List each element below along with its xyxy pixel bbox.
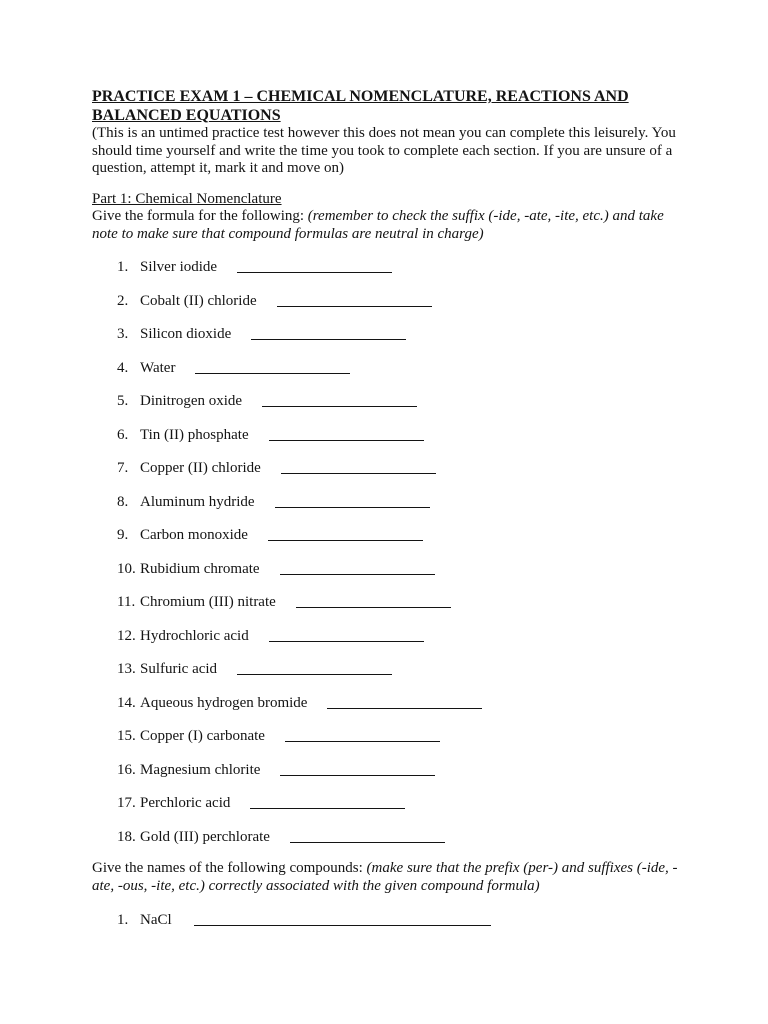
naming-instruction-note: (make sure that the prefix (per-) and suffixes (-ide, -ate, -ous, -ite, etc.) correctly associated with the given compound formula) bbox=[92, 860, 678, 894]
question-row bbox=[92, 910, 692, 930]
question-row bbox=[92, 525, 692, 545]
question-row bbox=[92, 257, 692, 277]
question-row bbox=[92, 425, 692, 445]
question-row bbox=[92, 358, 692, 378]
question-number: 12. bbox=[117, 627, 136, 644]
answer-blank bbox=[268, 527, 423, 541]
question-number: 7. bbox=[117, 460, 129, 476]
question-row bbox=[92, 726, 692, 746]
question-label: Silicon dioxide bbox=[140, 326, 232, 342]
part1-instruction-text: Give the formula for the following: bbox=[92, 208, 308, 224]
question-row bbox=[92, 626, 692, 646]
question-row bbox=[92, 659, 692, 679]
answer-blank bbox=[280, 762, 435, 776]
naming-instruction bbox=[92, 860, 692, 895]
answer-blank bbox=[237, 259, 392, 273]
question-label: Silver iodide bbox=[140, 259, 218, 275]
question-row bbox=[92, 760, 692, 780]
answer-blank bbox=[262, 393, 417, 407]
question-row bbox=[92, 291, 692, 311]
question-row bbox=[92, 492, 692, 512]
answer-blank bbox=[275, 494, 430, 508]
question-row bbox=[92, 559, 692, 579]
question-row bbox=[92, 391, 692, 411]
answer-blank bbox=[251, 326, 406, 340]
question-label: Perchloric acid bbox=[140, 795, 231, 811]
question-number: 5. bbox=[117, 393, 129, 409]
question-row bbox=[92, 324, 692, 344]
question-number: 11. bbox=[117, 594, 136, 610]
question-label: Chromium (III) nitrate bbox=[140, 594, 276, 610]
naming-instruction-text: Give the names of the following compounds: bbox=[92, 860, 367, 876]
question-label: Magnesium chlorite bbox=[140, 761, 261, 778]
intro-note: (This is an untimed practice test however this does not mean you can complete this leisurely. You should time yourself and write the time you took to complete each section. If you are unsure of a question, attempt it, mark it and move on) bbox=[92, 125, 676, 176]
question-label: Carbon monoxide bbox=[140, 527, 248, 543]
document-content bbox=[92, 88, 692, 930]
question-number: 6. bbox=[117, 426, 129, 443]
question-number: 3. bbox=[117, 326, 129, 342]
part1-instruction bbox=[92, 208, 692, 243]
question-number: 16. bbox=[117, 761, 136, 778]
question-label: Water bbox=[140, 359, 176, 376]
answer-blank bbox=[237, 661, 392, 675]
answer-blank bbox=[194, 912, 491, 926]
question-number: 8. bbox=[117, 493, 129, 510]
answer-blank bbox=[277, 293, 432, 307]
question-number: 1. bbox=[117, 259, 129, 275]
question-label: Tin (II) phosphate bbox=[140, 426, 249, 443]
question-label: Aqueous hydrogen bromide bbox=[140, 694, 308, 711]
formula-question-list bbox=[92, 257, 692, 847]
answer-blank bbox=[269, 427, 424, 441]
question-label: NaCl bbox=[140, 912, 172, 928]
question-label: Aluminum hydride bbox=[140, 493, 255, 510]
question-row bbox=[92, 458, 692, 478]
naming-question-list bbox=[92, 910, 692, 930]
question-label: Copper (I) carbonate bbox=[140, 728, 265, 744]
question-number: 10. bbox=[117, 560, 136, 577]
question-label: Dinitrogen oxide bbox=[140, 393, 243, 409]
document-title: PRACTICE EXAM 1 – CHEMICAL NOMENCLATURE, REACTIONS AND BALANCED EQUATIONS bbox=[92, 88, 629, 124]
question-number: 18. bbox=[117, 828, 136, 845]
question-number: 2. bbox=[117, 292, 129, 309]
answer-blank bbox=[285, 728, 440, 742]
part1-instruction-note: (remember to check the suffix (-ide, -ate, -ite, etc.) and take note to make sure that compound formulas are neutral in charge) bbox=[92, 208, 664, 242]
question-number: 4. bbox=[117, 359, 129, 376]
answer-blank bbox=[296, 594, 451, 608]
question-label: Rubidium chromate bbox=[140, 560, 260, 577]
part1-heading: Part 1: Chemical Nomenclature bbox=[92, 190, 282, 207]
answer-blank bbox=[280, 561, 435, 575]
question-label: Sulfuric acid bbox=[140, 661, 218, 677]
question-row bbox=[92, 827, 692, 847]
question-label: Cobalt (II) chloride bbox=[140, 292, 257, 309]
answer-blank bbox=[195, 360, 350, 374]
question-number: 17. bbox=[117, 795, 136, 811]
question-label: Gold (III) perchlorate bbox=[140, 828, 270, 845]
answer-blank bbox=[290, 829, 445, 843]
question-label: Hydrochloric acid bbox=[140, 627, 249, 644]
answer-blank bbox=[281, 460, 436, 474]
question-row bbox=[92, 693, 692, 713]
question-row bbox=[92, 793, 692, 813]
question-row bbox=[92, 592, 692, 612]
answer-blank bbox=[327, 695, 482, 709]
question-label: Copper (II) chloride bbox=[140, 460, 261, 476]
question-number: 14. bbox=[117, 694, 136, 711]
question-number: 15. bbox=[117, 728, 136, 744]
answer-blank bbox=[269, 628, 424, 642]
question-number: 9. bbox=[117, 527, 129, 543]
question-number: 13. bbox=[117, 661, 136, 677]
question-number: 1. bbox=[117, 912, 129, 928]
answer-blank bbox=[250, 795, 405, 809]
